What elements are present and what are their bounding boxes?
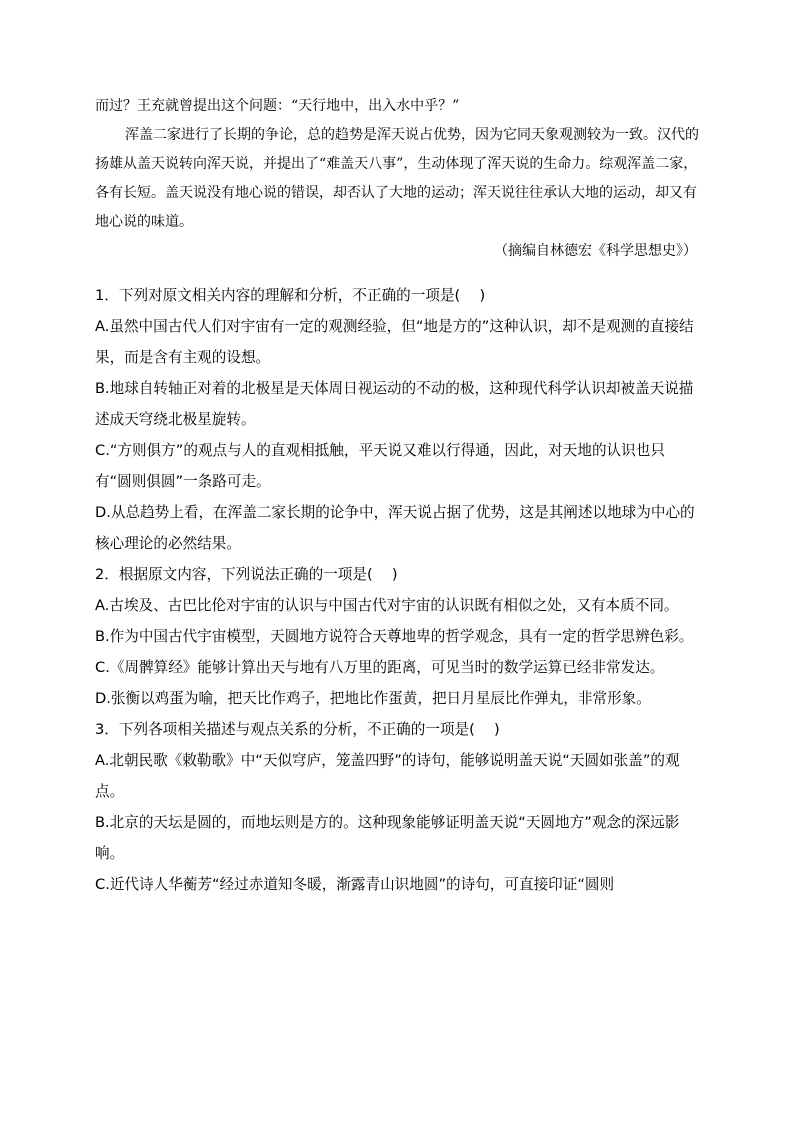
- question-2-option-d: D.张衡以鸡蛋为喻，把天比作鸡子，把地比作蛋黄，把日月星辰比作弹丸，非常形象。: [95, 690, 651, 707]
- question-3-stem: 3．下列各项相关描述与观点关系的分析，不正确的一项是( ): [95, 721, 500, 738]
- question-2-option-b: B.作为中国古代宇宙模型，天圆地方说符合天尊地卑的哲学观念，具有一定的哲学思辨色彩。: [95, 628, 694, 645]
- question-3-option-a: A.北朝民歌《敕勒歌》中“天似穹庐，笼盖四野”的诗句，能够说明盖天说“天圆如张盖”的观点。: [95, 752, 680, 800]
- question-1-option-d: D.从总趋势上看，在浑盖二家长期的论争中，浑天说占据了优势，这是其阐述以地球为中心的核心理论的必然结果。: [95, 504, 695, 552]
- question-3-option-c: C.近代诗人华蘅芳“经过赤道知冬暖，渐露青山识地圆”的诗句，可直接印证“圆则: [95, 876, 615, 893]
- passage-source: （摘编自林德宏《科学思想史》）: [494, 243, 697, 259]
- question-2-option-a: A.古埃及、古巴比伦对宇宙的认识与中国古代对宇宙的认识既有相似之处，又有本质不同。: [95, 597, 679, 614]
- question-1-stem: 1．下列对原文相关内容的理解和分析，不正确的一项是( ): [95, 287, 486, 304]
- question-1-option-b: B.地球自转轴正对着的北极星是天体周日视运动的不动的极，这种现代科学认识却被盖天说描述成天穹绕北极星旋转。: [95, 380, 694, 428]
- question-2-stem: 2．根据原文内容，下列说法正确的一项是( ): [95, 566, 398, 583]
- question-list: [95, 280, 701, 900]
- passage-paragraph: 浑盖二家进行了长期的争论，总的趋势是浑天说占优势，因为它同天象观测较为一致。汉代的扬雄从盖天说转向浑天说，并提出了“难盖天八事”，生动体现了浑天说的生命力。综观浑盖二家，各有长短。盖天说没有地心说的错误，却否认了大地的运动；浑天说往往承认大地的运动，却又有地心说的味道。: [95, 127, 699, 230]
- passage-line: 而过？王充就曾提出这个问题：“天行地中，出入水中乎？”: [95, 98, 460, 114]
- question-3-option-b: B.北京的天坛是圆的，而地坛则是方的。这种现象能够证明盖天说“天圆地方”观念的深远影响。: [95, 814, 680, 862]
- question-1-option-a: A.虽然中国古代人们对宇宙有一定的观测经验，但“地是方的”这种认识，却不是观测的直接结果，而是含有主观的设想。: [95, 318, 694, 366]
- question-1-option-c: C.“方则俱方”的观点与人的直观相抵触，平天说又难以行得通，因此，对天地的认识也只有“圆则俱圆”一条路可走。: [95, 442, 665, 490]
- reading-passage: [95, 92, 701, 266]
- question-2-option-c: C.《周髀算经》能够计算出天与地有八万里的距离，可见当时的数学运算已经非常发达。: [95, 659, 665, 676]
